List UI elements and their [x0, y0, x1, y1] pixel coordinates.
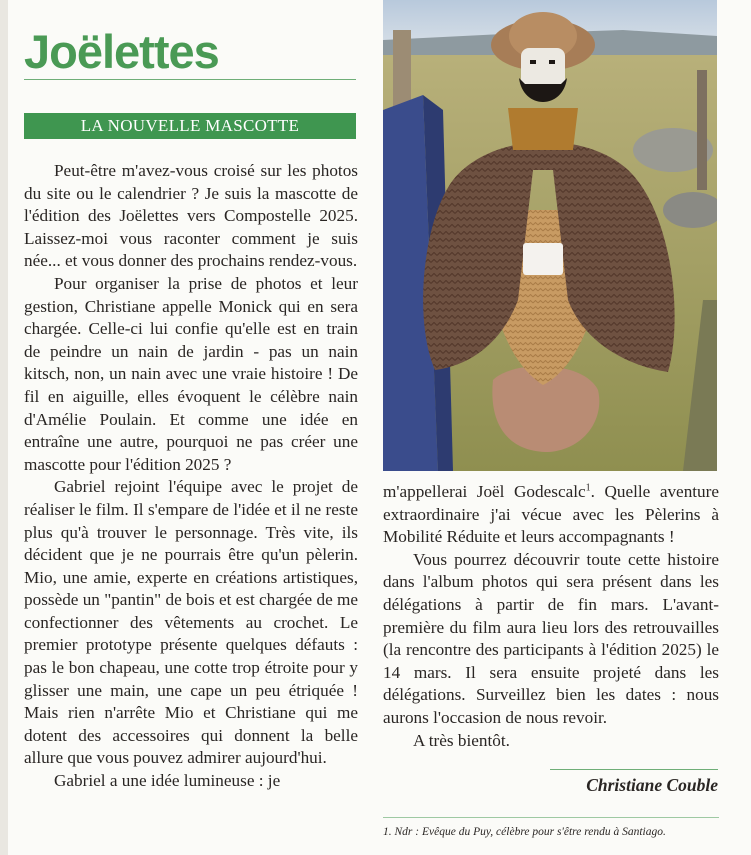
mascot-photo	[383, 0, 717, 471]
mascot-illustration	[383, 0, 717, 471]
left-column	[24, 160, 358, 793]
section-banner: LA NOUVELLE MASCOTTE	[24, 113, 356, 139]
paragraph-closing: A très bientôt.	[413, 730, 510, 750]
right-column	[383, 481, 719, 752]
paragraph-gabriel: Gabriel rejoint l'équipe avec le projet de réaliser le film. Il s'empare de l'idée et il ne reste plus qu'à trouver le personnage. Très vite, ils décident que je ne pourrais être qu'un pèlerin. Mio, une amie, experte en créations artistiques, possède un "pantin" de bois et est chargée de me confectionner des vêtements au crochet. Le premier prototype présente quelques défauts : pas le bon chapeau, une cotte trop étroite pour y glisser une main, une cape un peu étriquée ! Mais rien n'arrête Mio et Christiane qui me dotent des accessoires qui donnent la belle allure que vous pouvez admirer aujourd'hui.	[24, 477, 358, 768]
paragraph-album: Vous pourrez découvrir toute cette histoire dans l'album photos qui sera présent dans les délégations à partir de fin mars. L'avant-première du film aura lieu lors des retrouvailles (la rencontre des participants à l'édition 2025) le 14 mars. Il sera ensuite projeté dans les délégations. Surveillez bien les dates : nous aurons l'occasion de nous revoir.	[383, 549, 719, 727]
footnote: 1. Ndr : Evêque du Puy, célèbre pour s'être rendu à Santiago.	[383, 826, 666, 838]
title-underline	[24, 79, 356, 80]
paragraph-name-continued: m'appellerai Joël Godescalc$^1$. Quelle aventure extraordinaire j'ai vécue avec les Pèlerins à Mobilité Réduite et leurs accompagnants !	[383, 482, 720, 547]
paragraph-intro: Peut-être m'avez-vous croisé sur les photos du site ou le calendrier ? Je suis la mascotte de l'édition des Joëlettes vers Compostelle 2025. Laissez-moi vous raconter comment je suis née... et vous donner des prochains rendez-vous.	[24, 161, 358, 271]
face	[521, 48, 565, 88]
signature-rule	[550, 769, 718, 770]
paragraph-idea-start: Gabriel a une idée lumineuse : je	[54, 771, 281, 791]
page-title: Joëlettes	[24, 25, 219, 78]
footnote-marker: 1	[585, 482, 591, 494]
page-bleed-edge	[0, 0, 8, 855]
footnote-rule	[383, 817, 719, 818]
scarf	[523, 243, 563, 275]
signature: Christiane Couble	[586, 775, 718, 795]
paragraph-organisation: Pour organiser la prise de photos et leur gestion, Christiane appelle Monick qui en sera chargée. Celle-ci lui confie qu'elle est en train de peindre un nain de jardin - pas un nain kitsch, non, un nain avec une vraie histoire ! De fil en aiguille, elles évoquent le célèbre nain d'Amélie Poulain. Et comme une idée en entraîne une autre, pourquoi ne pas créer une mascotte pour l'édition 2025 ?	[24, 273, 358, 474]
